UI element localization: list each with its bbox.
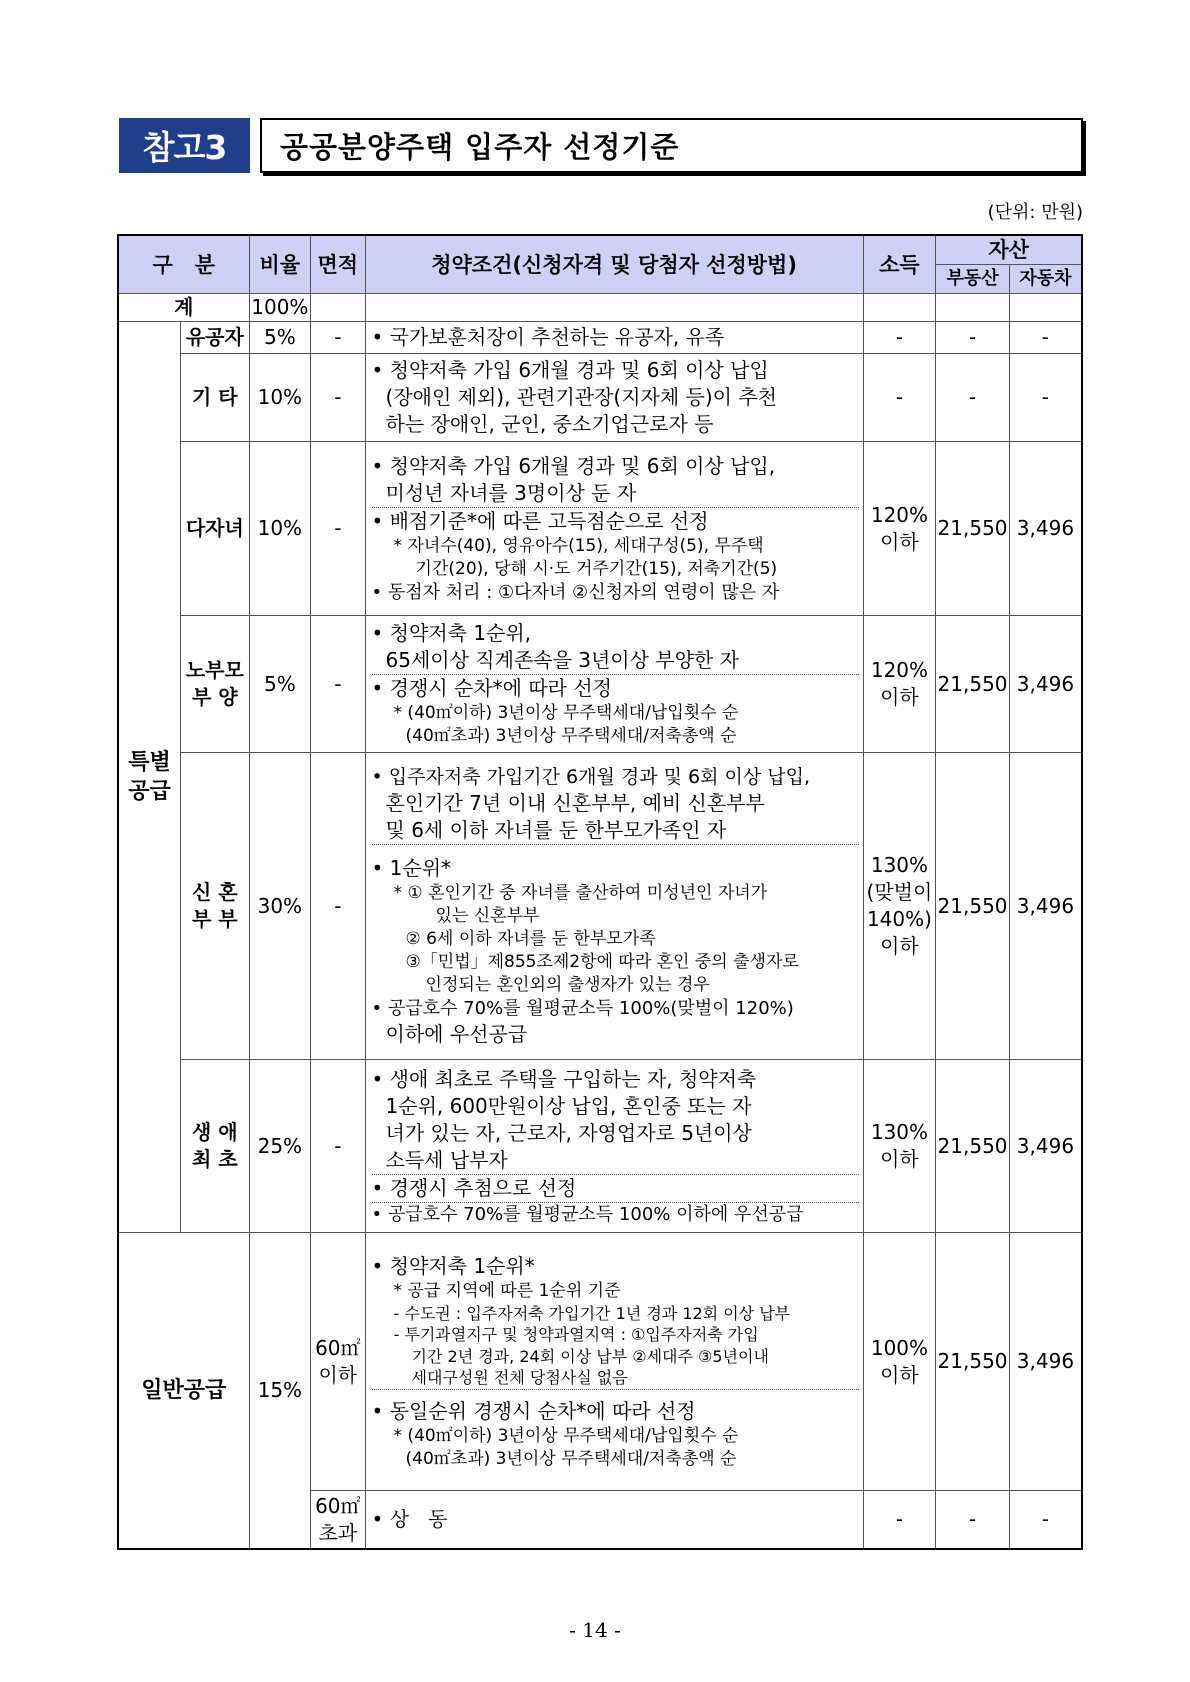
row-ratio: 5% [249,616,311,753]
table-row [118,354,1082,442]
table-row [118,753,1082,1060]
row-conditions: • 청약저축 1순위* * 공급 지역에 따른 1순위 기준 - 수도권 : 입주자저축 가입기간 1년 경과 12회 이상 납부 - 투기과열지구 및 청약과열지역 : ①입주자저축 가입 기간 2년 경과, 24회 이상 납부 ②세대주 ③5년이내 세대구성원 전체 당첨사실 없음 • 동일순위 경쟁시 순차*에 따라 선정 * (40㎡이하) 3년이상 무주택세대/납입횟수 순 (40㎡초과) 3년이상 무주택세대/저축총액 순 [365,1233,863,1491]
row-ratio: 30% [249,753,311,1060]
table-row [118,1233,1082,1491]
row-income: - [863,1491,936,1549]
row-area: - [311,442,365,616]
row-name: 신 혼 부 부 [181,753,250,1060]
row-name: 다자녀 [181,442,250,616]
row-conditions: • 청약저축 가입 6개월 경과 및 6회 이상 납입 (장애인 제외), 관련기관장(지자체 등)이 추천 하는 장애인, 군인, 중소기업근로자 등 [365,354,863,442]
row-area: 60㎡ 이하 [311,1233,365,1491]
header-ratio: 비율 [249,235,311,294]
row-income: 120% 이하 [863,442,936,616]
table-row [118,442,1082,616]
row-name: 생 애 최 초 [181,1060,250,1233]
reference-badge: 참고3 [119,118,250,173]
row-car: - [1009,354,1082,442]
row-area: - [311,354,365,442]
row-name: 유공자 [181,322,250,354]
row-conditions: • 입주자저축 가입기간 6개월 경과 및 6회 이상 납입, 혼인기간 7년 이내 신혼부부, 예비 신혼부부 및 6세 이하 자녀를 둔 한부모가족인 자 • 1순위* * ① 혼인기간 중 자녀를 출산하여 미성년인 자녀가 있는 신혼부부 ② 6세 이하 자녀를 둔 한부모가족 ③「민법」제855조제2항에 따라 혼인 중의 출생자로 인정되는 혼인외의 출생자가 있는 경우 • 공급호수 70%를 월평균소득 100%(맞벌이 120%) 이하에 우선공급 [365,753,863,1060]
row-ratio: 10% [249,442,311,616]
total-ratio: 100% [249,294,311,322]
row-realestate: 21,550 [936,1233,1010,1491]
row-income: 130% 이하 [863,1060,936,1233]
row-area: 60㎡ 초과 [311,1491,365,1549]
row-ratio: 25% [249,1060,311,1233]
header-car: 자동차 [1009,265,1082,294]
row-ratio: 10% [249,354,311,442]
header-asset: 자산 [936,235,1082,265]
row-conditions: • 청약저축 1순위, 65세이상 직계존속을 3년이상 부양한 자 • 경쟁시 순차*에 따라 선정 * (40㎡이하) 3년이상 무주택세대/납입횟수 순 (40㎡초과) 3년이상 무주택세대/저축총액 순 [365,616,863,753]
row-realestate: - [936,322,1010,354]
total-row [118,294,1082,322]
row-area: - [311,322,365,354]
row-realestate: - [936,354,1010,442]
row-car: - [1009,322,1082,354]
row-realestate: - [936,1491,1010,1549]
row-income: 120% 이하 [863,616,936,753]
row-name: 기 타 [181,354,250,442]
row-area: - [311,1060,365,1233]
row-area: - [311,616,365,753]
row-car: 3,496 [1009,616,1082,753]
row-income: 130% (맞벌이 140%) 이하 [863,753,936,1060]
page-title: 공공분양주택 입주자 선정기준 [260,118,1083,173]
row-car: 3,496 [1009,442,1082,616]
general-supply-label: 일반공급 [118,1233,249,1549]
row-income: 100% 이하 [863,1233,936,1491]
table-row [118,1060,1082,1233]
row-conditions: • 상 동 [365,1491,863,1549]
row-realestate: 21,550 [936,1060,1010,1233]
row-income: - [863,354,936,442]
page-number: - 14 - [569,1618,621,1642]
row-ratio: 15% [249,1233,311,1549]
header-income: 소득 [863,235,936,294]
header-conditions: 청약조건(신청자격 및 당첨자 선정방법) [365,235,863,294]
row-realestate: 21,550 [936,616,1010,753]
table-row [118,616,1082,753]
header-realestate: 부동산 [936,265,1010,294]
special-supply-label: 특별 공급 [118,322,181,1233]
header-area: 면적 [311,235,365,294]
row-income: - [863,322,936,354]
row-car: - [1009,1491,1082,1549]
row-car: 3,496 [1009,1233,1082,1491]
row-car: 3,496 [1009,753,1082,1060]
unit-note: (단위: 만원) [987,202,1083,223]
row-name: 노부모 부 양 [181,616,250,753]
table-row [118,322,1082,354]
row-conditions: • 생애 최초로 주택을 구입하는 자, 청약저축 1순위, 600만원이상 납입, 혼인중 또는 자 녀가 있는 자, 근로자, 자영업자로 5년이상 소득세 납부자 • 경쟁시 추첨으로 선정 • 공급호수 70%를 월평균소득 100% 이하에 우선공급 [365,1060,863,1233]
criteria-table [117,234,1083,1550]
row-conditions: • 청약저축 가입 6개월 경과 및 6회 이상 납입, 미성년 자녀를 3명이상 둔 자 • 배점기준*에 따른 고득점순으로 선정 * 자녀수(40), 영유아수(15), 세대구성(5), 무주택 기간(20), 당해 시·도 거주기간(15), 저축기간(5) • 동점자 처리 : ①다자녀 ②신청자의 연령이 많은 자 [365,442,863,616]
header-category: 구 분 [118,235,249,294]
row-area: - [311,753,365,1060]
total-label: 계 [118,294,249,322]
row-realestate: 21,550 [936,442,1010,616]
row-ratio: 5% [249,322,311,354]
row-realestate: 21,550 [936,753,1010,1060]
row-car: 3,496 [1009,1060,1082,1233]
row-conditions: • 국가보훈처장이 추천하는 유공자, 유족 [365,322,863,354]
